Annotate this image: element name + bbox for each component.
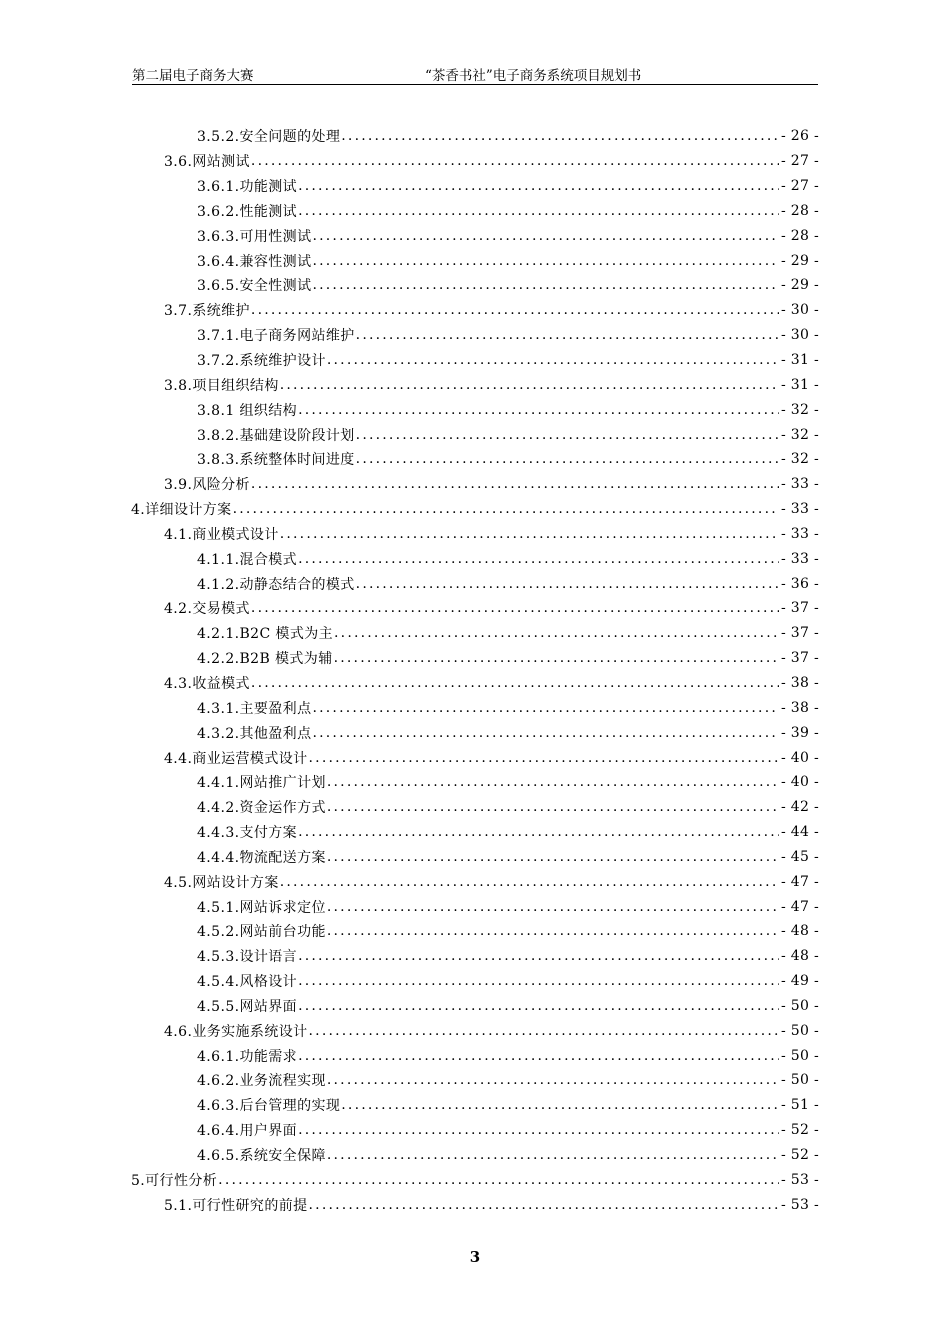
toc-entry-page: - 37 -: [781, 625, 819, 642]
toc-entry[interactable]: [131, 820, 819, 845]
toc-entry-title: 3.9.风险分析: [164, 477, 250, 494]
toc-entry[interactable]: [131, 969, 819, 994]
toc-entry-page: - 45 -: [781, 848, 819, 865]
toc-entry-title: 5.可行性分析: [131, 1172, 218, 1189]
toc-entry[interactable]: [131, 174, 819, 199]
toc-entry-page: - 33 -: [781, 525, 819, 542]
toc-entry-title: 4.2.2.B2B 模式为辅: [197, 651, 333, 668]
toc-leader-dots: [312, 253, 779, 269]
toc-entry-title: 4.4.2.资金运作方式: [197, 800, 326, 817]
toc-leader-dots: [251, 675, 779, 691]
toc-leader-dots: [312, 725, 779, 741]
header-document-title: “茶香书社”电子商务系统项目规划书: [425, 68, 642, 84]
toc-leader-dots: [251, 302, 779, 318]
toc-entry[interactable]: [131, 894, 819, 919]
toc-entry-page: - 51 -: [781, 1097, 819, 1114]
toc-entry-title: 3.8.2.基础建设阶段计划: [197, 427, 355, 444]
toc-entry-page: - 30 -: [781, 327, 819, 344]
toc-leader-dots: [298, 973, 779, 989]
toc-leader-dots: [280, 377, 779, 393]
page-number: 3: [469, 1248, 481, 1266]
toc-entry-title: 4.6.4.用户界面: [197, 1123, 298, 1140]
toc-leader-dots: [327, 899, 779, 915]
toc-leader-dots: [312, 700, 779, 716]
toc-entry-title: 4.5.1.网站诉求定位: [197, 899, 326, 916]
toc-entry-page: - 50 -: [781, 997, 819, 1014]
toc-entry-page: - 47 -: [781, 873, 819, 890]
toc-entry-title: 4.3.2.其他盈利点: [197, 725, 312, 742]
toc-entry-title: 4.6.5.系统安全保障: [197, 1148, 326, 1165]
toc-entry-title: 4.1.1.混合模式: [197, 551, 298, 568]
toc-entry-title: 3.5.2.安全问题的处理: [197, 129, 341, 146]
toc-entry[interactable]: [131, 646, 819, 671]
toc-entry[interactable]: [131, 596, 819, 621]
toc-entry-page: - 50 -: [781, 1072, 819, 1089]
toc-leader-dots: [298, 824, 779, 840]
toc-entry-title: 3.6.2.性能测试: [197, 203, 298, 220]
toc-entry[interactable]: [131, 671, 819, 696]
toc-leader-dots: [334, 625, 779, 641]
toc-entry[interactable]: [131, 447, 819, 472]
toc-entry[interactable]: [131, 695, 819, 720]
toc-entry-page: - 32 -: [781, 401, 819, 418]
toc-entry-page: - 26 -: [781, 128, 819, 145]
toc-entry[interactable]: [131, 869, 819, 894]
toc-leader-dots: [251, 600, 779, 616]
toc-entry[interactable]: [131, 944, 819, 969]
toc-entry[interactable]: [131, 1093, 819, 1118]
toc-entry[interactable]: [131, 273, 819, 298]
toc-leader-dots: [298, 178, 779, 194]
toc-entry-page: - 37 -: [781, 650, 819, 667]
toc-leader-dots: [298, 998, 779, 1014]
table-of-contents: [131, 124, 819, 1217]
toc-leader-dots: [356, 327, 779, 343]
toc-leader-dots: [280, 526, 779, 542]
toc-entry-title: 4.6.3.后台管理的实现: [197, 1098, 341, 1115]
toc-entry-title: 3.8.3.系统整体时间进度: [197, 452, 355, 469]
toc-leader-dots: [251, 153, 779, 169]
toc-leader-dots: [280, 874, 779, 890]
toc-entry-page: - 49 -: [781, 973, 819, 990]
toc-entry-title: 3.6.网站测试: [164, 154, 250, 171]
toc-leader-dots: [312, 277, 779, 293]
toc-entry-page: - 36 -: [781, 575, 819, 592]
toc-entry-title: 4.6.业务实施系统设计: [164, 1023, 308, 1040]
page-header: [132, 64, 818, 85]
toc-entry-page: - 40 -: [781, 749, 819, 766]
toc-entry[interactable]: [131, 124, 819, 149]
toc-leader-dots: [341, 1097, 779, 1113]
toc-entry[interactable]: [131, 223, 819, 248]
toc-entry-page: - 37 -: [781, 600, 819, 617]
toc-entry[interactable]: [131, 546, 819, 571]
toc-leader-dots: [309, 750, 780, 766]
toc-entry[interactable]: [131, 372, 819, 397]
toc-entry-title: 4.2.交易模式: [164, 601, 250, 618]
toc-leader-dots: [298, 203, 779, 219]
toc-entry-title: 4.5.5.网站界面: [197, 998, 298, 1015]
toc-leader-dots: [298, 551, 779, 567]
toc-leader-dots: [298, 948, 779, 964]
toc-entry[interactable]: [131, 1143, 819, 1168]
toc-entry[interactable]: [131, 149, 819, 174]
toc-entry[interactable]: [131, 720, 819, 745]
toc-entry-page: - 33 -: [781, 550, 819, 567]
toc-entry[interactable]: [131, 994, 819, 1019]
toc-leader-dots: [309, 1023, 780, 1039]
toc-leader-dots: [298, 1122, 779, 1138]
toc-entry-title: 3.8.项目组织结构: [164, 377, 279, 394]
toc-entry-page: - 27 -: [781, 153, 819, 170]
toc-entry-title: 3.6.3.可用性测试: [197, 228, 312, 245]
toc-entry-page: - 29 -: [781, 252, 819, 269]
toc-entry-title: 4.4.1.网站推广计划: [197, 775, 326, 792]
toc-leader-dots: [327, 1072, 779, 1088]
toc-leader-dots: [327, 1147, 779, 1163]
toc-entry[interactable]: [131, 844, 819, 869]
toc-entry-title: 4.6.2.业务流程实现: [197, 1073, 326, 1090]
toc-entry-title: 3.7.1.电子商务网站维护: [197, 328, 355, 345]
toc-entry[interactable]: [131, 1043, 819, 1068]
toc-leader-dots: [334, 650, 779, 666]
toc-entry-title: 4.4.4.物流配送方案: [197, 849, 326, 866]
header-left-title: 第二届电子商务大赛: [132, 68, 254, 84]
toc-leader-dots: [356, 427, 779, 443]
toc-leader-dots: [327, 923, 779, 939]
toc-entry-title: 4.详细设计方案: [131, 502, 232, 519]
toc-entry[interactable]: [131, 522, 819, 547]
toc-leader-dots: [298, 1048, 779, 1064]
toc-leader-dots: [298, 402, 779, 418]
toc-entry-page: - 53 -: [781, 1196, 819, 1213]
toc-entry-title: 3.6.5.安全性测试: [197, 278, 312, 295]
toc-entry-page: - 48 -: [781, 923, 819, 940]
toc-entry-page: - 50 -: [781, 1022, 819, 1039]
toc-entry-title: 4.4.3.支付方案: [197, 825, 298, 842]
toc-entry-page: - 32 -: [781, 426, 819, 443]
toc-entry-page: - 40 -: [781, 774, 819, 791]
toc-entry-page: - 28 -: [781, 202, 819, 219]
toc-entry-page: - 42 -: [781, 799, 819, 816]
toc-leader-dots: [356, 576, 779, 592]
toc-entry-title: 4.3.1.主要盈利点: [197, 700, 312, 717]
toc-entry-title: 4.5.3.设计语言: [197, 949, 298, 966]
toc-entry[interactable]: [131, 348, 819, 373]
toc-entry[interactable]: [131, 497, 819, 522]
toc-entry[interactable]: [131, 422, 819, 447]
toc-entry-title: 4.5.网站设计方案: [164, 874, 279, 891]
toc-entry-title: 4.1.2.动静态结合的模式: [197, 576, 355, 593]
toc-entry[interactable]: [131, 248, 819, 273]
toc-leader-dots: [327, 774, 779, 790]
toc-entry-page: - 33 -: [781, 501, 819, 518]
toc-entry-page: - 53 -: [781, 1171, 819, 1188]
toc-entry-title: 4.1.商业模式设计: [164, 526, 279, 543]
toc-entry-page: - 47 -: [781, 898, 819, 915]
toc-entry[interactable]: [131, 1192, 819, 1217]
toc-entry[interactable]: [131, 397, 819, 422]
toc-leader-dots: [309, 1197, 780, 1213]
toc-entry[interactable]: [131, 795, 819, 820]
toc-leader-dots: [233, 501, 779, 517]
toc-entry-page: - 52 -: [781, 1122, 819, 1139]
toc-entry-title: 4.3.收益模式: [164, 675, 250, 692]
toc-entry-page: - 32 -: [781, 451, 819, 468]
toc-entry[interactable]: [131, 770, 819, 795]
toc-entry[interactable]: [131, 621, 819, 646]
toc-entry[interactable]: [131, 298, 819, 323]
toc-entry-page: - 28 -: [781, 227, 819, 244]
toc-entry-page: - 30 -: [781, 302, 819, 319]
toc-leader-dots: [218, 1172, 779, 1188]
toc-entry[interactable]: [131, 745, 819, 770]
toc-entry-page: - 38 -: [781, 699, 819, 716]
toc-entry-title: 3.7.2.系统维护设计: [197, 353, 326, 370]
toc-leader-dots: [312, 228, 779, 244]
toc-entry-page: - 38 -: [781, 674, 819, 691]
toc-entry-title: 3.7.系统维护: [164, 303, 250, 320]
toc-entry[interactable]: [131, 1068, 819, 1093]
toc-entry-page: - 50 -: [781, 1047, 819, 1064]
toc-entry-title: 4.5.4.风格设计: [197, 974, 298, 991]
toc-entry-page: - 33 -: [781, 476, 819, 493]
toc-entry-page: - 29 -: [781, 277, 819, 294]
toc-entry-title: 4.2.1.B2C 模式为主: [197, 626, 334, 643]
toc-entry-page: - 31 -: [781, 352, 819, 369]
toc-entry-page: - 27 -: [781, 178, 819, 195]
toc-entry[interactable]: [131, 919, 819, 944]
toc-entry-title: 3.6.1.功能测试: [197, 179, 298, 196]
toc-entry-title: 4.4.商业运营模式设计: [164, 750, 308, 767]
toc-entry[interactable]: [131, 1167, 819, 1192]
toc-entry-title: 5.1.可行性研究的前提: [164, 1197, 308, 1214]
toc-entry-page: - 48 -: [781, 948, 819, 965]
toc-entry-title: 3.8.1 组织结构: [197, 402, 298, 419]
toc-leader-dots: [327, 799, 779, 815]
toc-entry[interactable]: [131, 323, 819, 348]
toc-leader-dots: [327, 849, 779, 865]
toc-leader-dots: [327, 352, 779, 368]
toc-entry-title: 4.5.2.网站前台功能: [197, 924, 326, 941]
toc-entry[interactable]: [131, 571, 819, 596]
toc-entry-page: - 39 -: [781, 724, 819, 741]
toc-entry[interactable]: [131, 199, 819, 224]
toc-entry[interactable]: [131, 1018, 819, 1043]
toc-leader-dots: [341, 128, 779, 144]
toc-entry-title: 3.6.4.兼容性测试: [197, 253, 312, 270]
toc-leader-dots: [356, 451, 779, 467]
toc-entry-page: - 44 -: [781, 824, 819, 841]
toc-entry-page: - 52 -: [781, 1147, 819, 1164]
toc-entry[interactable]: [131, 1118, 819, 1143]
toc-entry-title: 4.6.1.功能需求: [197, 1048, 298, 1065]
toc-leader-dots: [251, 476, 779, 492]
toc-entry-page: - 31 -: [781, 376, 819, 393]
toc-entry[interactable]: [131, 472, 819, 497]
